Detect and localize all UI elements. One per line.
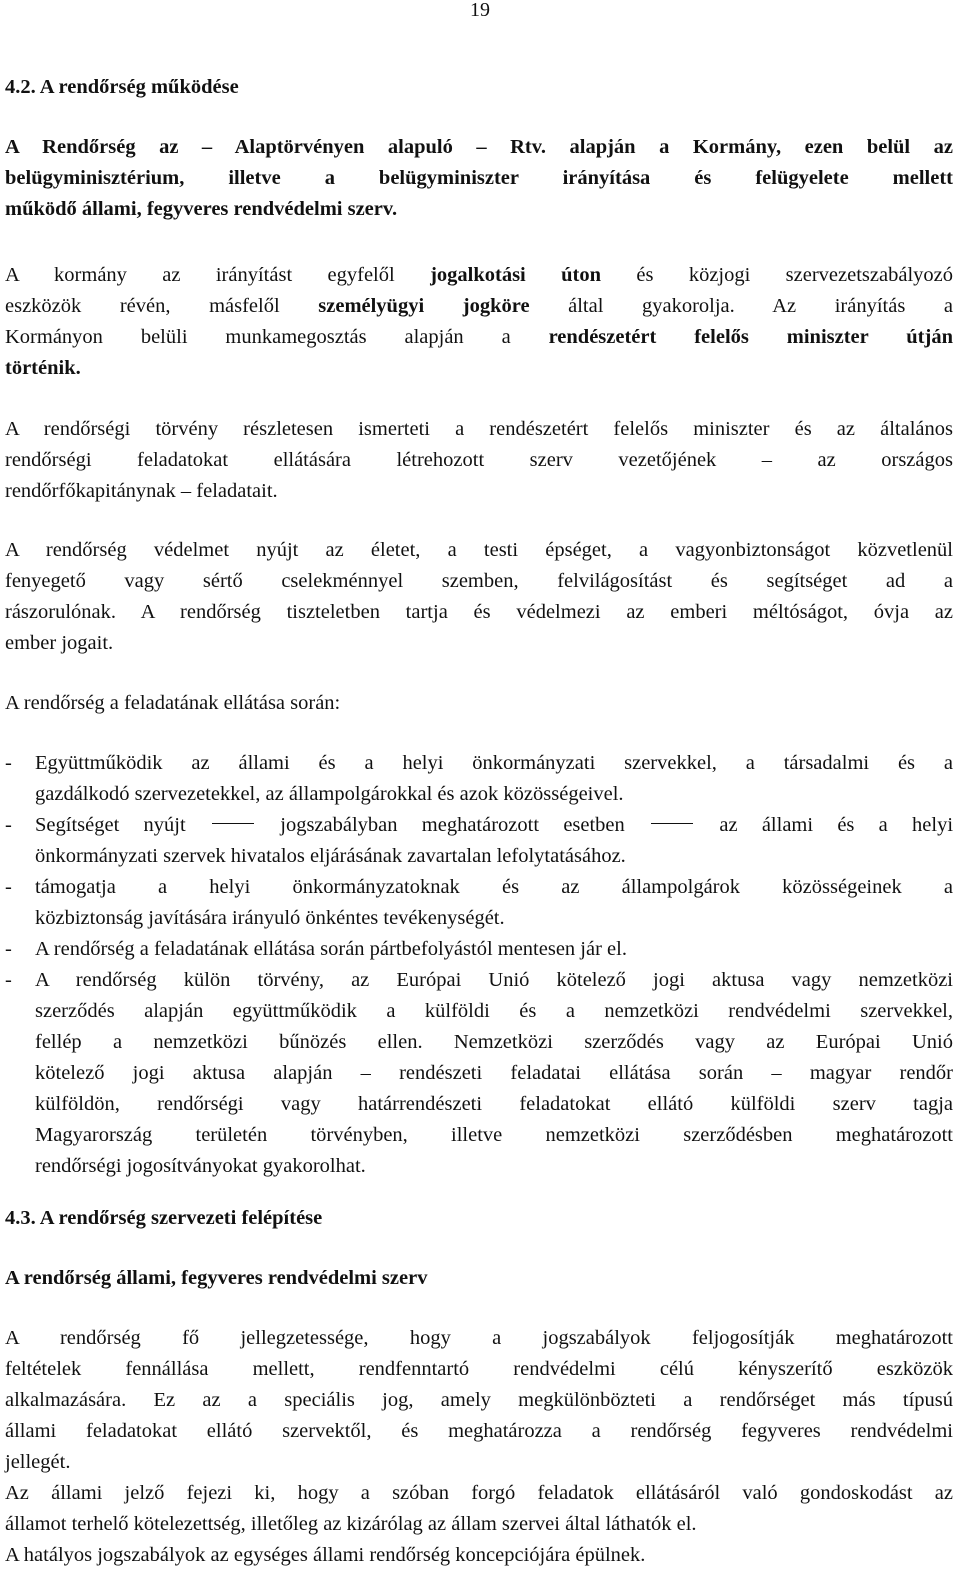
text-line: gazdálkodó szervezetekkel, az állampolgárokkal és azok közösségeivel. (35, 783, 624, 805)
text-line: külföldön, rendőrségi vagy határrendészeti feladatokat ellátó külföldi szerv tagja (35, 1093, 953, 1115)
text-line: jellegét. (5, 1451, 71, 1473)
list-item (5, 748, 953, 810)
text-line: rendőrfőkapitánynak – feladatait. (5, 480, 278, 502)
text-line: kötelező jogi aktusa alapján – rendészeti feladatai ellátása során – magyar rendőr (35, 1062, 953, 1084)
text-line: belügyminisztérium, illetve a belügyminiszter irányítása és felügyelete mellett (5, 167, 953, 189)
text-line: történik. (5, 357, 81, 379)
text-line: fellép a nemzetközi bűnözés ellen. Nemzetközi szerződés vagy az Európai Unió (35, 1031, 953, 1053)
text-line: A rendőrségi törvény részletesen ismerteti a rendészetért felelős miniszter és az általános (5, 418, 953, 440)
text-line: A rendőrség védelmet nyújt az életet, a testi épséget, a vagyonbiztonságot közvetlenül (5, 539, 953, 561)
list-dash: - (5, 752, 12, 774)
text-line: alkalmazására. Ez az a speciális jog, amely megkülönbözteti a rendőrséget más típusú (5, 1389, 953, 1411)
text-line: A rendőrség külön törvény, az Európai Unió kötelező jogi aktusa vagy nemzetközi (35, 969, 953, 991)
text-line: támogatja a helyi önkormányzatoknak és az állampolgárok közösségeinek a (35, 876, 953, 898)
section-heading-4-2: 4.2. A rendőrség működése (5, 76, 239, 98)
text-line: A rendőrség fő jellegzetessége, hogy a jogszabályok feljogosítják meghatározott (5, 1327, 953, 1349)
list-dash: - (5, 876, 12, 898)
text-line: fenyegető vagy sértő cselekménnyel szemben, felvilágosítást és segítséget ad a (5, 570, 953, 592)
paragraph-intro (5, 132, 953, 225)
paragraph-legislation: A hatályos jogszabályok az egységes állami rendőrség koncepciójára épülnek. (5, 1544, 646, 1566)
subheading-state-armed: A rendőrség állami, fegyveres rendvédelmi szerv (5, 1267, 428, 1289)
text-line: feltételek fennállása mellett, rendfenntartó rendvédelmi célú kényszerítő eszközök (5, 1358, 953, 1380)
text-line: Az állami jelző fejezi ki, hogy a szóban forgó feladatok ellátásáról való gondoskodást az (5, 1482, 953, 1504)
text-line: A kormány az irányítást egyfelől jogalkotási úton és közjogi szervezetszabályozó (5, 264, 953, 286)
list-item (5, 934, 953, 965)
paragraph-characteristic (5, 1323, 953, 1478)
text-line: ember jogait. (5, 632, 114, 654)
text-line: rendőrségi feladatokat ellátására létrehozott szerv vezetőjének – az országos (5, 449, 953, 471)
paragraph-tasks-intro: A rendőrség a feladatának ellátása során: (5, 692, 341, 714)
text-line: Együttműködik az állami és a helyi önkormányzati szervekkel, a társadalmi és a (35, 752, 953, 774)
paragraph-government-direction (5, 260, 953, 384)
text-line: rászorulónak. A rendőrség tiszteletben tartja és védelmezi az emberi méltóságot, óvja az (5, 601, 953, 623)
text-line: államot terhelő kötelezettség, illetőleg az kizárólag az állam szervei által láthatók el. (5, 1513, 697, 1535)
text-line: működő állami, fegyveres rendvédelmi szerv. (5, 198, 398, 220)
text-line: rendőrségi jogosítványokat gyakorolhat. (35, 1155, 366, 1177)
section-heading-4-3: 4.3. A rendőrség szervezeti felépítése (5, 1207, 323, 1229)
text-line: önkormányzati szervek hivatalos eljárásának zavartalan lefolytatásához. (35, 845, 626, 867)
list-dash: - (5, 969, 12, 991)
text-line: eszközök révén, másfelől személyügyi jogköre által gyakorolja. Az irányítás a (5, 295, 953, 317)
long-dash (651, 823, 693, 824)
task-list (5, 748, 953, 1182)
page-number: 19 (470, 0, 490, 21)
text-line: állami feladatokat ellátó szervektől, és meghatározza a rendőrség fegyveres rendvédelmi (5, 1420, 953, 1442)
text-line: A Rendőrség az – Alaptörvényen alapuló – Rtv. alapján a Kormány, ezen belül az (5, 136, 953, 158)
text-line: közbiztonság javítására irányuló önkéntes tevékenységét. (35, 907, 505, 929)
list-item (5, 810, 953, 872)
list-dash: - (5, 814, 12, 836)
paragraph-police-act (5, 414, 953, 507)
list-item (5, 872, 953, 934)
long-dash (212, 823, 254, 824)
text-line: Kormányon belüli munkamegosztás alapján a rendészetért felelős miniszter útján (5, 326, 953, 348)
text-line: A rendőrség a feladatának ellátása során pártbefolyástól mentesen jár el. (35, 938, 627, 960)
list-item (5, 965, 953, 1182)
paragraph-state-attribute (5, 1478, 953, 1540)
list-dash: - (5, 938, 12, 960)
paragraph-protection (5, 535, 953, 659)
text-line: Magyarország területén törvényben, illetve nemzetközi szerződésben meghatározott (35, 1124, 953, 1146)
text-line: Segítséget nyújt jogszabályban meghatározott esetben az állami és a helyi (35, 814, 954, 836)
text-line: szerződés alapján együttműködik a külföldi és a nemzetközi rendvédelmi szervekkel, (35, 1000, 953, 1022)
